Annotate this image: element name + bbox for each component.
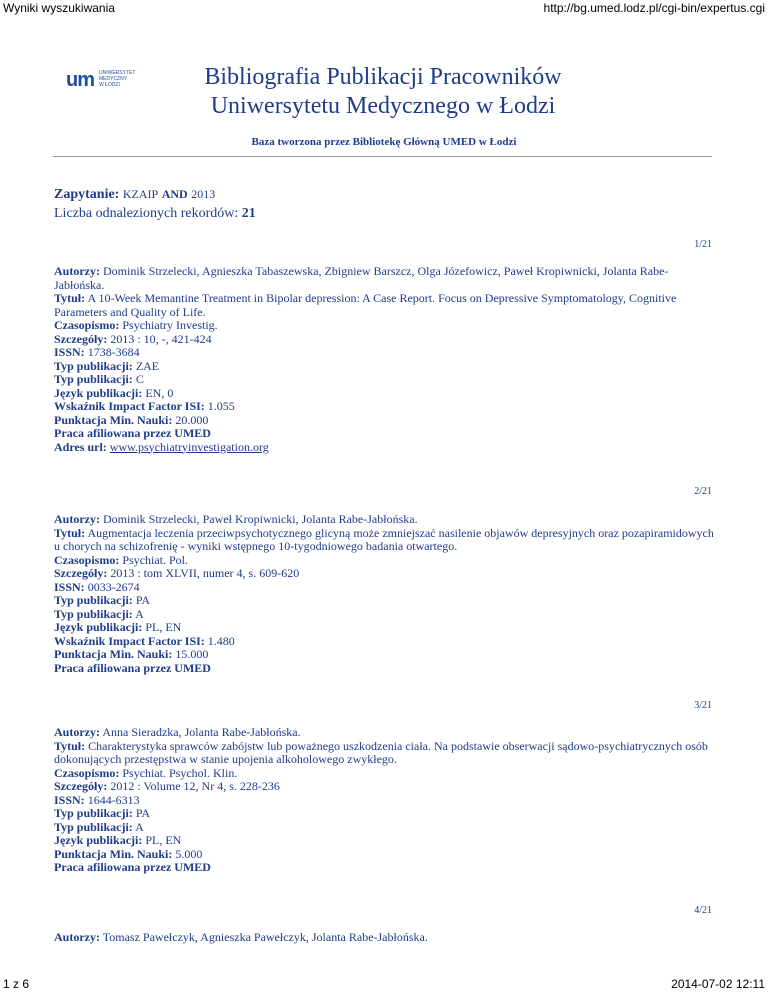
query-line — [54, 187, 215, 203]
field-label: Typ publikacji: — [54, 593, 133, 607]
record-field — [54, 400, 714, 414]
field-value: 1738-3684 — [87, 345, 140, 359]
field-label: Punktacja Min. Nauki: — [54, 647, 173, 661]
field-label: Praca afiliowana przez UMED — [54, 860, 211, 874]
field-value: PA — [135, 593, 151, 607]
record-field — [54, 648, 714, 662]
page-url: http://bg.umed.lodz.pl/cgi-bin/expertus.cgi — [543, 1, 765, 15]
field-label: Tytuł: — [54, 525, 86, 540]
field-value: PA — [135, 806, 151, 820]
record-field — [54, 387, 714, 401]
field-label: Typ publikacji: — [54, 606, 133, 621]
field-value: 1.055 — [207, 399, 235, 413]
field-label: Punktacja Min. Nauki: — [54, 846, 173, 861]
record-field — [54, 608, 714, 622]
field-value: 1.480 — [207, 633, 235, 648]
query-label: Zapytanie: — [54, 187, 120, 202]
record-field — [54, 567, 714, 581]
record-field — [54, 861, 714, 875]
record-item — [54, 513, 714, 675]
field-value: C — [135, 372, 144, 386]
record-field — [54, 373, 714, 387]
record-counter: 1/21 — [694, 239, 712, 250]
record-field — [54, 834, 714, 848]
print-datetime: 2014-07-02 12:11 — [671, 977, 765, 991]
field-label: Adres url: — [54, 439, 107, 454]
field-value: A — [135, 606, 144, 621]
field-label: Autorzy: — [54, 512, 100, 526]
record-field — [54, 441, 714, 455]
field-label: Szczegóły: — [54, 331, 108, 346]
query-term: 2013 — [191, 187, 216, 201]
record-field — [54, 621, 714, 635]
field-value: 5.000 — [175, 846, 203, 861]
record-field — [54, 807, 714, 821]
field-label: Typ publikacji: — [54, 819, 133, 834]
record-item — [54, 726, 714, 875]
record-field — [54, 594, 714, 608]
record-field — [54, 635, 714, 649]
field-value: Charakterystyka sprawców zabójstw lub poważnego uszkodzenia ciała. Na podstawie obserwacji sądowo-psychiatrycznych osób dokonujących przestępstwa w stanie upojenia alkoholowego zwykłego. — [54, 738, 708, 766]
record-field — [54, 554, 714, 568]
page-title-line2: Uniwersytetu Medycznego w Łodzi — [210, 93, 556, 119]
result-count-line — [54, 206, 256, 222]
logo-mark: um — [66, 69, 94, 91]
record-field — [54, 427, 714, 441]
field-label: Praca afiliowana przez UMED — [54, 426, 211, 440]
field-value: 15.000 — [175, 647, 209, 661]
field-label: Wskaźnik Impact Factor ISI: — [54, 399, 205, 413]
record-field — [54, 848, 714, 862]
record-field — [54, 767, 714, 781]
field-label: Czasopismo: — [54, 765, 120, 780]
header-divider — [53, 156, 712, 157]
field-label: ISSN: — [54, 345, 85, 359]
record-field — [54, 931, 714, 945]
field-value: Tomasz Pawełczyk, Agnieszka Pawełczyk, Jolanta Rabe-Jabłońska. — [102, 930, 428, 944]
record-field — [54, 346, 714, 360]
field-value: Psychiat. Psychol. Klin. — [122, 765, 238, 780]
record-field — [54, 740, 714, 767]
field-label: Punktacja Min. Nauki: — [54, 412, 173, 427]
field-value: ZAE — [135, 358, 160, 373]
field-label: Praca afiliowana przez UMED — [54, 660, 211, 675]
field-value: Psychiat. Pol. — [122, 552, 189, 567]
record-counter: 3/21 — [694, 700, 712, 711]
field-label: Typ publikacji: — [54, 358, 133, 373]
result-count-label: Liczba odnalezionych rekordów: — [54, 206, 239, 221]
record-field — [54, 821, 714, 835]
record-counter: 4/21 — [694, 905, 712, 916]
browser-tab-title: Wyniki wyszukiwania — [3, 1, 115, 15]
field-label: ISSN: — [54, 579, 85, 594]
field-label: Autorzy: — [54, 930, 100, 944]
field-value: 2012 : Volume 12, Nr 4, s. 228-236 — [110, 779, 280, 793]
record-field — [54, 513, 714, 527]
record-item — [54, 265, 714, 454]
field-value: PL, EN — [145, 833, 182, 847]
field-value: 2013 : 10, -, 421-424 — [110, 331, 212, 346]
record-field — [54, 581, 714, 595]
result-count: 21 — [241, 206, 256, 221]
record-field — [54, 794, 714, 808]
field-value: 2013 : tom XLVII, numer 4, s. 609-620 — [110, 566, 300, 580]
record-field — [54, 265, 714, 292]
field-value: 1644-6313 — [87, 792, 140, 807]
query-term: KZAIP — [122, 187, 159, 201]
field-value: Psychiatry Investig. — [122, 318, 218, 332]
field-value: PL, EN — [145, 620, 182, 634]
record-item — [54, 931, 714, 945]
logo-text: UNIWERSYTET MEDYCZNY W ŁODZI — [99, 70, 136, 88]
field-label: Wskaźnik Impact Factor ISI: — [54, 633, 205, 648]
field-label: Tytuł: — [54, 738, 86, 753]
record-counter: 2/21 — [694, 486, 712, 497]
field-label: Szczegóły: — [54, 779, 108, 793]
field-value: A — [135, 819, 144, 834]
field-label: Język publikacji: — [54, 620, 143, 634]
field-label: Język publikacji: — [54, 385, 143, 400]
field-value: Dominik Strzelecki, Paweł Kropiwnicki, Jolanta Rabe-Jabłońska. — [102, 512, 418, 526]
field-value: 0033-2674 — [87, 579, 140, 594]
field-value: Anna Sieradzka, Jolanta Rabe-Jabłońska. — [102, 725, 301, 739]
field-label: Język publikacji: — [54, 833, 143, 847]
field-label: Tytuł: — [54, 291, 86, 305]
field-value: EN, 0 — [145, 385, 174, 400]
field-label: ISSN: — [54, 792, 85, 807]
record-field — [54, 333, 714, 347]
field-value: 20.000 — [175, 412, 209, 427]
field-value: Dominik Strzelecki, Agnieszka Tabaszewska, Zbigniew Barszcz, Olga Józefowicz, Paweł Kropiwnicki, Jolanta Rabe-Jabłońska. — [54, 264, 669, 292]
field-value: Augmentacja leczenia przeciwpsychotycznego glicyną może zmniejszać nasilenie objawów depresyjnych oraz pozapiramidowych u chorych na schizofrenię - wyniki wstępnego 10-tygodniowego badania otwartego. — [54, 525, 714, 553]
record-field — [54, 319, 714, 333]
field-label: Typ publikacji: — [54, 806, 133, 820]
field-label: Autorzy: — [54, 264, 100, 278]
record-field — [54, 414, 714, 428]
record-field — [54, 292, 714, 319]
page-number: 1 z 6 — [3, 977, 30, 991]
page-subtitle: Baza tworzona przez Bibliotekę Główną UMED w Łodzi — [251, 136, 517, 148]
field-label: Autorzy: — [54, 725, 100, 739]
field-label: Szczegóły: — [54, 566, 108, 580]
record-field — [54, 360, 714, 374]
record-field — [54, 527, 714, 554]
field-label: Czasopismo: — [54, 318, 120, 332]
query-operator: AND — [161, 187, 188, 201]
record-field — [54, 662, 714, 676]
page-title-line1: Bibliografia Publikacji Pracowników — [204, 64, 562, 90]
record-field — [54, 726, 714, 740]
record-url-link[interactable]: www.psychiatryinvestigation.org — [109, 439, 269, 454]
field-label: Typ publikacji: — [54, 372, 133, 386]
field-label: Czasopismo: — [54, 552, 120, 567]
field-value: A 10-Week Memantine Treatment in Bipolar depression: A Case Report. Focus on Depressive Symptomatology, Cognitive Parameters and Quality of Life. — [54, 291, 677, 319]
record-field — [54, 780, 714, 794]
